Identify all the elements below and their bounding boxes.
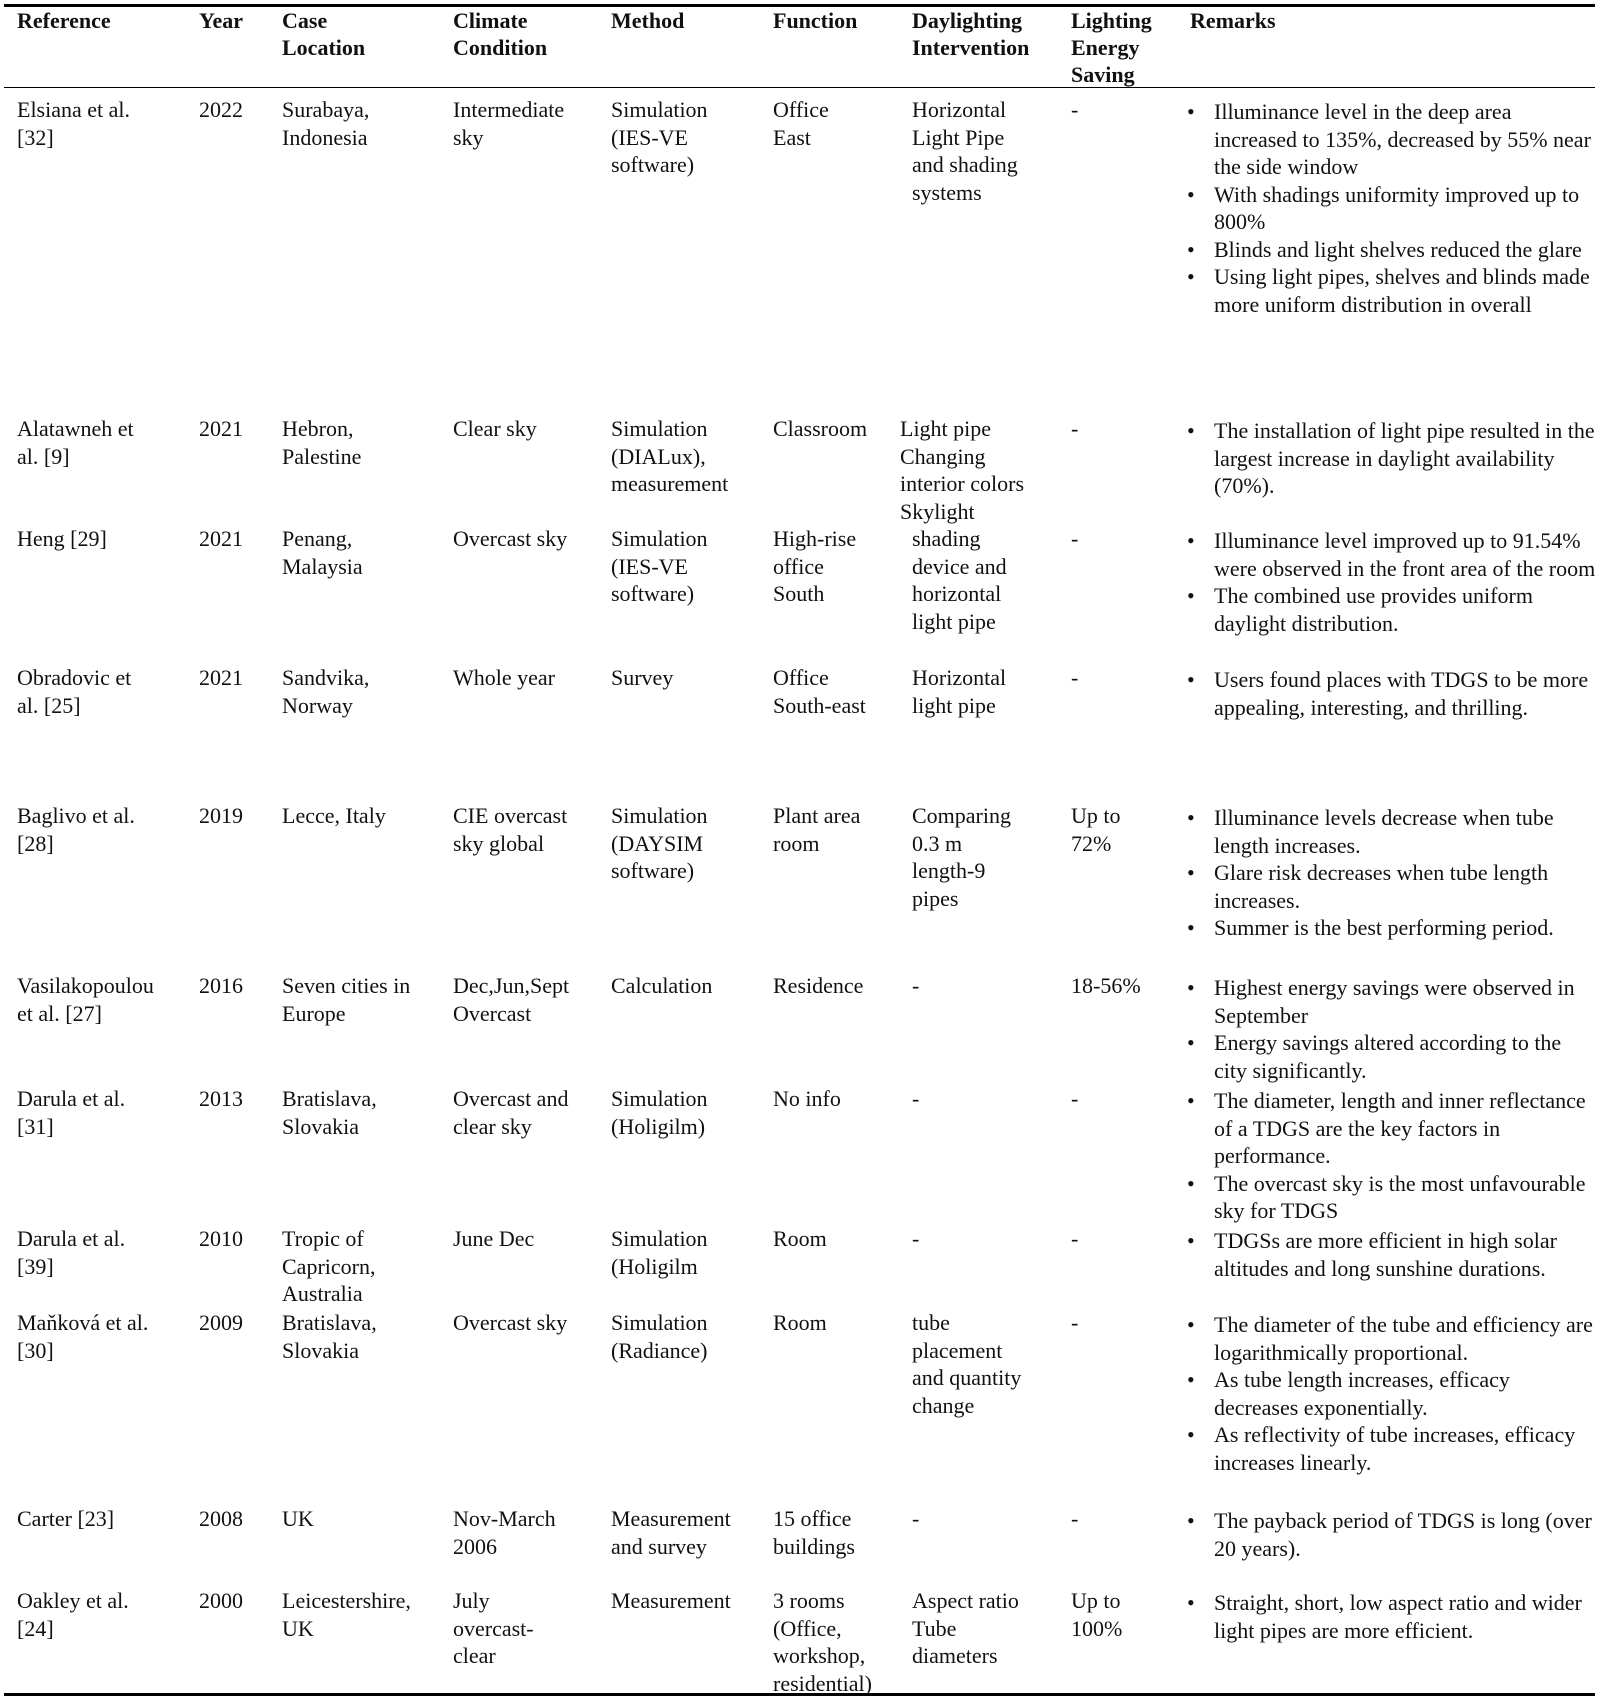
remark-item: • With shadings uniformity improved up to 800% bbox=[1186, 181, 1596, 236]
cell-saving: 18-56% bbox=[1071, 973, 1141, 998]
remark-item: • The diameter, length and inner reflectance of a TDGS are the key factors in performance. bbox=[1186, 1087, 1596, 1170]
cell-saving: - bbox=[1071, 1226, 1079, 1251]
cell-method: Measurement bbox=[611, 1588, 731, 1613]
cell-reference: Maňková et al. [30] bbox=[17, 1310, 149, 1363]
cell-intervention: Horizontal Light Pipe and shading systems bbox=[912, 97, 1018, 205]
cell-climate: June Dec bbox=[453, 1226, 535, 1251]
remark-item: • Energy savings altered according to the city significantly. bbox=[1186, 1029, 1596, 1084]
cell-year: 2021 bbox=[199, 416, 243, 441]
cell-climate: CIE overcast sky global bbox=[453, 803, 568, 856]
cell-function: 15 office buildings bbox=[773, 1506, 855, 1559]
cell-climate: Whole year bbox=[453, 665, 555, 690]
cell-location: Bratislava, Slovakia bbox=[282, 1086, 377, 1139]
cell-reference: Heng [29] bbox=[17, 526, 107, 551]
cell-climate: Overcast sky bbox=[453, 1310, 568, 1335]
remark-item: • Straight, short, low aspect ratio and wider light pipes are more efficient. bbox=[1186, 1589, 1596, 1644]
cell-location: Surabaya, Indonesia bbox=[282, 97, 370, 150]
cell-location: Seven cities in Europe bbox=[282, 973, 411, 1026]
header-daylighting-intervention: Daylighting Intervention bbox=[912, 8, 1030, 60]
cell-method: Simulation (Holigilm) bbox=[611, 1086, 708, 1139]
cell-function: Office East bbox=[773, 97, 829, 150]
cell-method: Simulation (DIALux), measurement bbox=[611, 416, 729, 496]
cell-location: Leicestershire, UK bbox=[282, 1588, 411, 1641]
cell-year: 2021 bbox=[199, 665, 243, 690]
cell-saving: - bbox=[1071, 526, 1079, 551]
remark-item: • Highest energy savings were observed in September bbox=[1186, 974, 1596, 1029]
header-remarks: Remarks bbox=[1190, 8, 1276, 33]
cell-method: Measurement and survey bbox=[611, 1506, 731, 1559]
cell-method: Simulation (Holigilm bbox=[611, 1226, 708, 1279]
cell-reference: Oakley et al. [24] bbox=[17, 1588, 129, 1641]
cell-function: Plant area room bbox=[773, 803, 861, 856]
cell-year: 2008 bbox=[199, 1506, 243, 1531]
header-function: Function bbox=[773, 8, 858, 33]
cell-intervention: - bbox=[912, 1506, 920, 1531]
cell-saving: - bbox=[1071, 97, 1079, 122]
cell-remarks bbox=[1186, 98, 1596, 318]
cell-climate: Dec,Jun,Sept Overcast bbox=[453, 973, 570, 1026]
cell-remarks bbox=[1186, 666, 1596, 721]
cell-year: 2022 bbox=[199, 97, 243, 122]
cell-intervention: Aspect ratio Tube diameters bbox=[912, 1588, 1019, 1668]
cell-intervention: Light pipe Changing interior colors Skylight bbox=[900, 416, 1025, 524]
cell-climate: Overcast sky bbox=[453, 526, 568, 551]
cell-location: Penang, Malaysia bbox=[282, 526, 363, 579]
cell-remarks bbox=[1186, 1087, 1596, 1225]
cell-saving: - bbox=[1071, 416, 1079, 441]
remark-item: • Summer is the best performing period. bbox=[1186, 914, 1596, 942]
cell-intervention: shading device and horizontal light pipe bbox=[912, 526, 1007, 634]
cell-function: High-rise office South bbox=[773, 526, 857, 606]
remark-item: • The diameter of the tube and efficiency are logarithmically proportional. bbox=[1186, 1311, 1596, 1366]
cell-year: 2013 bbox=[199, 1086, 243, 1111]
remark-item: • Users found places with TDGS to be more appealing, interesting, and thrilling. bbox=[1186, 666, 1596, 721]
cell-saving: - bbox=[1071, 1506, 1079, 1531]
header-lighting-energy-saving: Lighting Energy Saving bbox=[1071, 8, 1152, 87]
remark-item: • TDGSs are more efficient in high solar altitudes and long sunshine durations. bbox=[1186, 1227, 1596, 1282]
cell-remarks bbox=[1186, 1311, 1596, 1476]
header-year: Year bbox=[199, 8, 243, 33]
cell-reference: Alatawneh et al. [9] bbox=[17, 416, 134, 469]
cell-intervention: Horizontal light pipe bbox=[912, 665, 1007, 718]
cell-remarks bbox=[1186, 1507, 1596, 1562]
cell-saving: - bbox=[1071, 1310, 1079, 1335]
cell-year: 2010 bbox=[199, 1226, 243, 1251]
header-climate-condition: Climate Condition bbox=[453, 8, 548, 60]
cell-function: 3 rooms (Office, workshop, residential) bbox=[773, 1588, 872, 1696]
cell-saving: Up to 100% bbox=[1071, 1588, 1123, 1641]
cell-remarks bbox=[1186, 1227, 1596, 1282]
cell-location: Lecce, Italy bbox=[282, 803, 386, 828]
cell-reference: Carter [23] bbox=[17, 1506, 115, 1531]
cell-function: Room bbox=[773, 1226, 827, 1251]
cell-location: Hebron, Palestine bbox=[282, 416, 362, 469]
remark-item: • As tube length increases, efficacy decreases exponentially. bbox=[1186, 1366, 1596, 1421]
cell-method: Simulation (IES-VE software) bbox=[611, 526, 708, 606]
cell-function: No info bbox=[773, 1086, 841, 1111]
cell-remarks bbox=[1186, 1589, 1596, 1644]
cell-location: Bratislava, Slovakia bbox=[282, 1310, 377, 1363]
cell-intervention: - bbox=[912, 1086, 920, 1111]
cell-climate: Clear sky bbox=[453, 416, 537, 441]
remark-item: • The overcast sky is the most unfavourable sky for TDGS bbox=[1186, 1170, 1596, 1225]
cell-climate: Overcast and clear sky bbox=[453, 1086, 569, 1139]
cell-reference: Darula et al. [39] bbox=[17, 1226, 126, 1279]
cell-year: 2021 bbox=[199, 526, 243, 551]
remark-item: • Illuminance level improved up to 91.54% were observed in the front area of the room bbox=[1186, 527, 1596, 582]
remark-item: • As reflectivity of tube increases, efficacy increases linearly. bbox=[1186, 1421, 1596, 1476]
remark-item: • Glare risk decreases when tube length increases. bbox=[1186, 859, 1596, 914]
cell-remarks bbox=[1186, 417, 1596, 500]
cell-method: Calculation bbox=[611, 973, 713, 998]
cell-intervention: - bbox=[912, 973, 920, 998]
cell-function: Residence bbox=[773, 973, 864, 998]
remark-item: • Using light pipes, shelves and blinds made more uniform distribution in overall bbox=[1186, 263, 1596, 318]
remark-item: • The installation of light pipe resulted in the largest increase in daylight availability (70%). bbox=[1186, 417, 1596, 500]
cell-method: Survey bbox=[611, 665, 674, 690]
cell-intervention: - bbox=[912, 1226, 920, 1251]
cell-function: Room bbox=[773, 1310, 827, 1335]
cell-function: Classroom bbox=[773, 416, 868, 441]
cell-reference: Vasilakopoulou et al. [27] bbox=[17, 973, 154, 1026]
remark-item: • Illuminance levels decrease when tube length increases. bbox=[1186, 804, 1596, 859]
cell-year: 2016 bbox=[199, 973, 243, 998]
cell-location: Tropic of Capricorn, Australia bbox=[282, 1226, 376, 1306]
cell-function: Office South-east bbox=[773, 665, 866, 718]
remark-item: • The payback period of TDGS is long (over 20 years). bbox=[1186, 1507, 1596, 1562]
header-reference: Reference bbox=[17, 8, 111, 33]
cell-reference: Darula et al. [31] bbox=[17, 1086, 126, 1139]
cell-remarks bbox=[1186, 527, 1596, 637]
header-bottom-rule bbox=[4, 87, 1595, 88]
cell-location: UK bbox=[282, 1506, 314, 1531]
cell-saving: - bbox=[1071, 665, 1079, 690]
remark-item: • Blinds and light shelves reduced the glare bbox=[1186, 236, 1596, 264]
cell-remarks bbox=[1186, 804, 1596, 942]
remark-item: • Illuminance level in the deep area increased to 135%, decreased by 55% near the side window bbox=[1186, 98, 1596, 181]
cell-reference: Elsiana et al. [32] bbox=[17, 97, 131, 150]
header-case-location: Case Location bbox=[282, 8, 366, 60]
cell-saving: Up to 72% bbox=[1071, 803, 1121, 856]
cell-method: Simulation (DAYSIM software) bbox=[611, 803, 708, 883]
cell-reference: Baglivo et al. [28] bbox=[17, 803, 135, 856]
cell-saving: - bbox=[1071, 1086, 1079, 1111]
header-method: Method bbox=[611, 8, 685, 33]
cell-method: Simulation (Radiance) bbox=[611, 1310, 708, 1363]
cell-climate: July overcast- clear bbox=[453, 1588, 534, 1668]
cell-remarks bbox=[1186, 974, 1596, 1084]
cell-climate: Intermediate sky bbox=[453, 97, 565, 150]
cell-year: 2000 bbox=[199, 1588, 243, 1613]
cell-intervention: Comparing 0.3 m length-9 pipes bbox=[912, 803, 1011, 911]
cell-year: 2009 bbox=[199, 1310, 243, 1335]
cell-climate: Nov-March 2006 bbox=[453, 1506, 556, 1559]
cell-method: Simulation (IES-VE software) bbox=[611, 97, 708, 177]
cell-location: Sandvika, Norway bbox=[282, 665, 370, 718]
remark-item: • The combined use provides uniform daylight distribution. bbox=[1186, 582, 1596, 637]
cell-intervention: tube placement and quantity change bbox=[912, 1310, 1022, 1418]
cell-year: 2019 bbox=[199, 803, 243, 828]
cell-reference: Obradovic et al. [25] bbox=[17, 665, 132, 718]
